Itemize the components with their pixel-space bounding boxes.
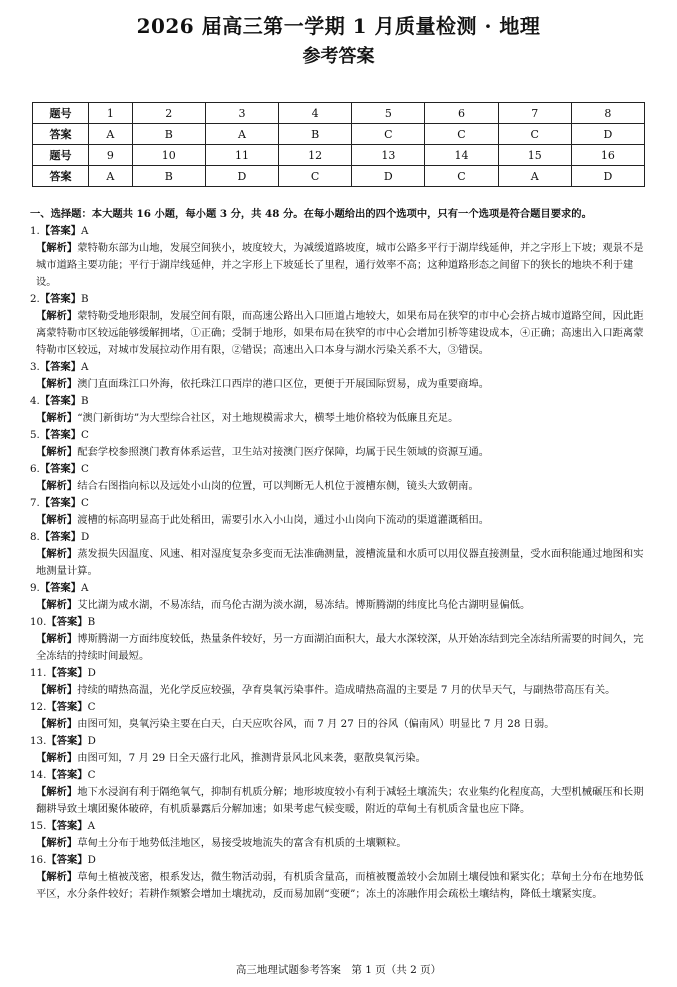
analysis-paragraph [36,631,650,665]
answer-table [32,102,645,187]
analysis-paragraph [36,478,650,495]
analysis-text: 草甸土分布于地势低洼地区，易接受坡地流失的富含有机质的土壤颗粒。 [77,837,407,849]
analysis-label: 【解析】 [36,548,78,560]
row-header: 题号 [33,103,89,124]
question-number-cell: 13 [352,145,425,166]
answer-line [30,580,650,597]
question-number-cell: 2 [132,103,205,124]
answer-cell: B [279,124,352,145]
analysis-paragraph [36,376,650,393]
table-row-numbers [33,103,645,124]
answer-value: A [87,820,96,832]
analysis-label: 【解析】 [36,412,78,424]
analysis-paragraph [36,784,650,818]
answer-line [30,665,650,682]
answer-value: B [87,616,96,628]
answer-label: 【答案】 [39,293,82,305]
answer-label: 【答案】 [39,395,82,407]
answer-cell: B [132,124,205,145]
analysis-text: 配套学校参照澳门教育体系运营，卫生站对接澳门医疗保障，均属于民生领域的资源互通。 [77,446,490,458]
analysis-paragraph [36,716,650,733]
answer-value: C [87,769,96,781]
answer-label: 【答案】 [46,820,88,832]
analysis-label: 【解析】 [36,752,78,764]
answer-value: A [81,361,89,373]
question-number-cell: 15 [498,145,571,166]
answer-line [30,852,650,869]
answer-label: 【答案】 [46,735,88,747]
answer-cell: C [352,124,425,145]
answer-label: 【答案】 [46,854,88,866]
page-footer: 高三地理试题参考答案 第 1 页（共 2 页） [235,964,442,976]
analysis-label: 【解析】 [36,514,78,526]
answer-line [30,461,650,478]
answer-cell: C [425,124,498,145]
answer-line [30,495,650,512]
table-row-answers [33,124,645,145]
question-number-cell: 12 [279,145,352,166]
answer-line [30,393,650,410]
question-number-cell: 11 [205,145,278,166]
question-number: 8. [30,531,40,543]
answer-cell: A [89,124,133,145]
answer-label: 【答案】 [39,429,82,441]
question-number-cell: 14 [425,145,498,166]
question-number-cell: 4 [279,103,352,124]
table-row-answers [33,166,645,187]
analysis-text: 渡槽的标高明显高于此处稻田，需要引水入小山岗，通过小山岗向下流动的渠道灌溉稻田。 [77,514,490,526]
question-number-cell: 10 [132,145,205,166]
question-number-cell: 16 [571,145,644,166]
analysis-paragraph [36,835,650,852]
answer-value: D [81,531,90,543]
question-number-cell: 6 [425,103,498,124]
question-number: 6. [30,463,40,475]
answer-value: C [87,701,96,713]
question-number-cell: 3 [205,103,278,124]
question-number-cell: 8 [571,103,644,124]
answer-line [30,427,650,444]
question-number: 15. [30,820,47,832]
table-row-numbers [33,145,645,166]
answer-line [30,529,650,546]
answer-label: 【答案】 [46,769,88,781]
answer-value: D [87,735,96,747]
analysis-text: 蒸发损失因温度、风速、相对湿度复杂多变而无法准确测量，渡槽流量和水质可以用仪器直接测量，受水面积能通过地图和实地测量计算。 [36,548,644,577]
answer-cell: D [571,166,644,187]
analysis-text: 蒙特勒受地形限制，发展空间有限，而高速公路出入口匝道占地较大，如果布局在狭窄的市中心会挤占城市道路空间，因此距离蒙特勒市区较远能够缓解拥堵，①正确；受制于地形，如果布局在狭窄的市中心会增加引桥等建设成本，④正确；高速出入口距离蒙特勒市区较远，对城市发展拉动作用有限，②错误；高速出入口本身与湖水污染关系不大，③错误。 [36,310,644,356]
answer-cell: D [205,166,278,187]
answer-line [30,614,650,631]
question-number: 1. [30,225,40,237]
answer-value: A [81,225,89,237]
question-number: 13. [30,735,47,747]
answer-label: 【答案】 [39,531,82,543]
analysis-paragraph [36,597,650,614]
analysis-paragraph [36,546,650,580]
answer-cell: A [498,166,571,187]
question-number-cell: 7 [498,103,571,124]
row-header: 答案 [33,124,89,145]
analysis-text: 结合右图指向标以及远处小山岗的位置，可以判断无人机位于渡槽东侧，镜头大致朝南。 [77,480,479,492]
answer-line [30,733,650,750]
question-number: 16. [30,854,47,866]
analysis-paragraph [36,444,650,461]
answer-list [30,223,650,903]
analysis-text: 持续的晴热高温，光化学反应较强，孕育臭氧污染事件。造成晴热高温的主要是 7 月的伏旱天气，与副热带高压有关。 [77,684,616,696]
analysis-paragraph [36,308,650,359]
page-title: 2026 届高三第一学期 1 月质量检测 · 地理 [136,14,541,38]
analysis-paragraph [36,410,650,427]
answer-cell: C [498,124,571,145]
question-number: 12. [30,701,47,713]
question-number: 11. [30,667,47,679]
analysis-text: 由图可知，臭氧污染主要在白天，白天应吹谷风，而 7 月 27 日的谷风（偏南风）明显比 7 月 28 日弱。 [77,718,555,730]
analysis-label: 【解析】 [36,480,78,492]
analysis-label: 【解析】 [36,599,78,611]
analysis-text: 蒙特勒东部为山地，发展空间狭小，坡度较大，为减缓道路坡度，城市公路多平行于湖岸线延伸，并之字形上下坡；观景不是城市道路主要功能；平行于湖岸线延伸，并之字形上下坡延长了里程，通行效率不高；这种道路形态之间留下的狭长的地块不利于建设。 [36,242,644,288]
answer-line [30,223,650,240]
question-number-cell: 1 [89,103,133,124]
answer-value: B [81,293,89,305]
analysis-label: 【解析】 [36,633,78,645]
question-number: 4. [30,395,40,407]
analysis-text: 艾比湖为咸水湖，不易冻结，而乌伦古湖为淡水湖，易冻结。博斯腾湖的纬度比乌伦古湖明显偏低。 [77,599,531,611]
question-number: 2. [30,293,40,305]
analysis-label: 【解析】 [36,718,78,730]
analysis-label: 【解析】 [36,684,78,696]
analysis-paragraph [36,512,650,529]
analysis-paragraph [36,682,650,699]
question-number: 3. [30,361,40,373]
question-number: 14. [30,769,47,781]
analysis-paragraph [36,750,650,767]
analysis-text: 由图可知，7 月 29 日全天盛行北风，推测背景风北风来袭，驱散臭氧污染。 [77,752,426,764]
answer-cell: A [205,124,278,145]
analysis-paragraph [36,240,650,291]
answer-line [30,767,650,784]
answer-line [30,291,650,308]
answer-value: D [87,854,96,866]
answer-cell: A [89,166,133,187]
analysis-text: 博斯腾湖一方面纬度较低，热量条件较好，另一方面湖泊面积大，最大水深较深，从开始冻结到完全冻结所需要的时间久，完全冻结的持续时间最短。 [36,633,644,662]
question-number-cell: 5 [352,103,425,124]
analysis-label: 【解析】 [36,871,78,883]
analysis-label: 【解析】 [36,378,78,390]
answer-cell: D [352,166,425,187]
answer-content [30,206,650,903]
answer-value: C [81,463,89,475]
row-header: 答案 [33,166,89,187]
analysis-text: “澳门新街坊”为大型综合社区，对土地规模需求大，横琴土地价格较为低廉且充足。 [77,412,459,424]
answer-label: 【答案】 [46,616,88,628]
section-heading: 一、选择题：本大题共 16 小题，每小题 3 分，共 48 分。在每小题给出的四个选项中，只有一个选项是符合题目要求的。 [30,208,592,220]
question-number: 9. [30,582,40,594]
question-number: 10. [30,616,47,628]
answer-cell: D [571,124,644,145]
analysis-label: 【解析】 [36,446,78,458]
answer-label: 【答案】 [39,361,82,373]
row-header: 题号 [33,145,89,166]
answer-cell: C [279,166,352,187]
analysis-text: 地下水浸润有利于隔绝氧气，抑制有机质分解；地形坡度较小有利于减轻土壤流失；农业集约化程度高，大型机械碾压和长期翻耕导致土壤团聚体破碎，有机质暴露后分解加速；如果考虑气候变暖，附近的草甸土有机质含量也应下降。 [36,786,644,815]
question-number-cell: 9 [89,145,133,166]
analysis-label: 【解析】 [36,310,78,322]
answer-label: 【答案】 [39,582,82,594]
answer-value: A [81,582,89,594]
answer-value: C [81,497,89,509]
analysis-label: 【解析】 [36,786,78,798]
answer-value: B [81,395,89,407]
answer-line [30,818,650,835]
page-subtitle: 参考答案 [302,46,375,67]
answer-label: 【答案】 [39,225,82,237]
analysis-text: 澳门直面珠江口外海，依托珠江口西岸的港口区位，更便于开展国际贸易，成为重要商埠。 [77,378,490,390]
answer-label: 【答案】 [39,463,82,475]
answer-label: 【答案】 [46,667,88,679]
answer-value: D [87,667,96,679]
analysis-label: 【解析】 [36,837,78,849]
answer-cell: C [425,166,498,187]
question-number: 5. [30,429,40,441]
question-number: 7. [30,497,40,509]
analysis-label: 【解析】 [36,242,78,254]
answer-cell: B [132,166,205,187]
analysis-text: 草甸土植被茂密，根系发达，微生物活动弱，有机质含量高，而植被覆盖较小会加剧土壤侵蚀和紧实化；草甸土分布在地势低平区，水分条件较好；若耕作频繁会增加土壤扰动，反而易加剧“变硬”；冻土的冻融作用会疏松土壤结构，降低土壤紧实度。 [36,871,644,900]
answer-label: 【答案】 [46,701,88,713]
answer-line [30,359,650,376]
analysis-paragraph [36,869,650,903]
answer-value: C [81,429,89,441]
answer-label: 【答案】 [39,497,82,509]
answer-line [30,699,650,716]
